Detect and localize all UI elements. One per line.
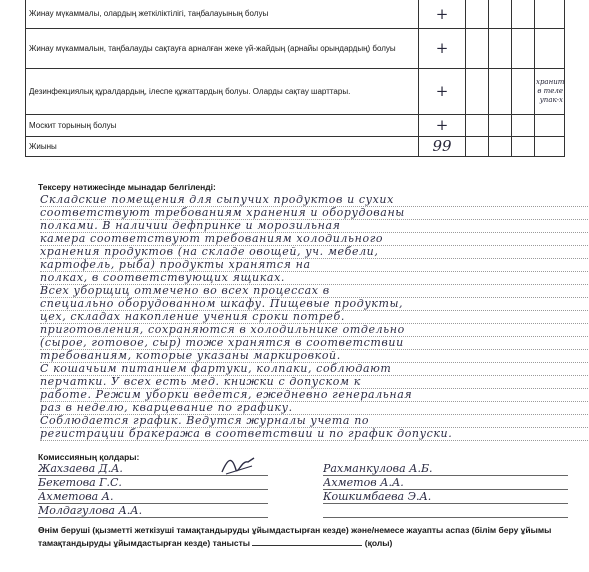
conclusion-line: С кошачьим питанием фартуки, колпаки, соблюдают (40, 362, 589, 376)
conclusion-line: Всех уборщиц отмечено во всех процессах в (40, 284, 589, 298)
footer-sign-label: (қолы) (364, 538, 393, 548)
commission-member-right: Рахманкулова А.Б. (323, 462, 568, 476)
note-cell (535, 114, 565, 136)
conclusion-line: хранения продуктов (на складе овощей, уч. мебели, (40, 245, 589, 259)
signature-mark-icon (218, 454, 258, 478)
criterion-text: Москит торының болуы (26, 114, 419, 136)
conclusion-handwriting (40, 193, 589, 443)
checklist-row (26, 0, 565, 28)
commission-row (38, 504, 568, 522)
commission-member-right: Кошкимбаева Э.А. (323, 490, 568, 504)
checklist-table (25, 0, 565, 157)
conclusion-line: полками. В наличии дефпринке и морозильная (40, 219, 589, 233)
note-cell: хранит в теле упак-х (535, 68, 565, 114)
empty-cell (466, 136, 489, 156)
checklist-row (26, 68, 565, 114)
criterion-text: Жинау мүкаммалы, олардың жеткіліктілігі, таңбалауының болуы (26, 0, 419, 28)
empty-cell (489, 0, 512, 28)
criterion-text: Жинау мүкаммалын, таңбалауды сақтауға арналған жеке үй-жайдың (арнайы орындардың) болуы (26, 28, 419, 68)
conclusion-line: (сырое, готовое, сыр) тоже хранятся в соответствии (40, 336, 589, 350)
conclusion-line: полках, в соответствующих ящиках. (40, 271, 589, 285)
commission-member-left: Молдагулова А.А. (38, 504, 268, 518)
conclusion-line: приготовления, сохраняются в холодильнике отдельно (40, 323, 589, 337)
empty-cell (489, 136, 512, 156)
commission-member-left: Жахзаева Д.А. (38, 462, 268, 476)
commission-member-right (323, 504, 568, 518)
empty-cell (466, 114, 489, 136)
commission-member-right: Ахметов А.А. (323, 476, 568, 490)
score-cell: + (419, 68, 466, 114)
empty-cell (512, 114, 535, 136)
conclusion-line: соответствуют требованиям хранения и оборудованы (40, 206, 589, 220)
conclusion-line: Складские помещения для сыпучих продуктов и сухих (40, 193, 589, 207)
empty-cell (512, 68, 535, 114)
score-cell: + (419, 0, 466, 28)
empty-cell (489, 68, 512, 114)
note-cell (535, 136, 565, 156)
empty-cell (512, 0, 535, 28)
note-cell (535, 28, 565, 68)
conclusion-line: камера соответствуют требованиям холодильного (40, 232, 589, 246)
conclusion-line: работе. Режим уборки ведется, ежедневно генеральная (40, 388, 589, 402)
score-cell: + (419, 114, 466, 136)
conclusion-label: Тексеру нәтижесінде мынадар белгіленді: (38, 182, 216, 192)
note-cell (535, 0, 565, 28)
conclusion-line: регистрации бракеража в соответствии и по график допуски. (40, 427, 589, 441)
empty-cell (466, 28, 489, 68)
score-cell: + (419, 28, 466, 68)
score-cell: 99 (419, 136, 466, 156)
signature-blank (252, 536, 362, 546)
conclusion-line: Соблюдается график. Ведутся журналы учета по (40, 414, 589, 428)
conclusion-line: раз в неделю, кварцевание по графику. (40, 401, 589, 415)
empty-cell (512, 136, 535, 156)
empty-cell (489, 28, 512, 68)
empty-cell (466, 0, 489, 28)
checklist-row (26, 136, 565, 156)
checklist-row (26, 28, 565, 68)
checklist-row (26, 114, 565, 136)
conclusion-line: картофель, рыба) продукты хранятся на (40, 258, 589, 272)
commission-member-left: Бекетова Г.С. (38, 476, 268, 490)
criterion-text: Жиыны (26, 136, 419, 156)
commission-label: Комиссияның қолдары: (38, 452, 140, 462)
empty-cell (466, 68, 489, 114)
footer-text: Өнім беруші (қызметті жеткізуші тамақтандыруды ұйымдастырған кезде) және/немесе жауапты аспаз (білім беру ұйымы тамақтандыруды ұйымдастырған кезде) танысты (38, 525, 552, 548)
conclusion-line: цех, складах накопление учения сроки потреб. (40, 310, 589, 324)
criterion-text: Дезинфекциялық құралдардың, ілеспе құжаттардың болуы. Оларды сақтау шарттары. (26, 68, 419, 114)
conclusion-line: специально оборудованном шкафу. Пищевые продукты, (40, 297, 589, 311)
commission-member-left: Ахметова А. (38, 490, 268, 504)
empty-cell (489, 114, 512, 136)
empty-cell (512, 28, 535, 68)
footer-acknowledgement (38, 524, 573, 549)
conclusion-line: требованиям, которые указаны маркировкой. (40, 349, 589, 363)
conclusion-line: перчатки. У всех есть мед. книжки с допуском к (40, 375, 589, 389)
